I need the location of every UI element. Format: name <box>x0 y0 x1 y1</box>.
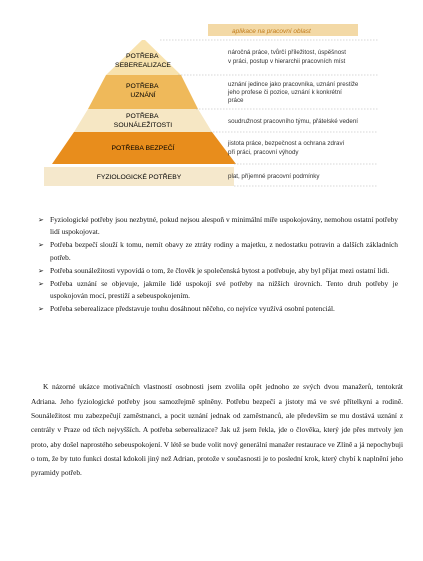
level-5-application: plat, příjemné pracovní podmínky <box>228 173 320 180</box>
bullet-text: Potřeba bezpečí slouží k tomu, nemít obavy ze ztráty rodiny a majetku, z nedostatku potravin a dalších základních potřeb. <box>50 240 398 262</box>
needs-bullet-list <box>38 214 398 317</box>
arrow-bullet-icon: ➢ <box>38 280 44 289</box>
level-3-label: POTŘEBA SOUNÁLEŽITOSTI <box>113 113 173 129</box>
bullet-text: Fyziologické potřeby jsou nezbytné, pokud nejsou alespoň v minimální míře uspokojovány, nemohou ostatní potřeby lidí uspokojovat. <box>50 215 398 237</box>
level-5-label: FYZIOLOGICKÉ POTŘEBY <box>96 174 182 181</box>
bullet-text: Potřeba seberealizace představuje touhu dosáhnout něčeho, co nejvíce využívá osobní potenciál. <box>50 304 335 314</box>
bullet-item <box>38 239 398 263</box>
level-1-application: náročná práce, tvůrčí příležitost, úspěšnost v práci, postup v hierarchii pracovních míst <box>228 49 346 65</box>
body-paragraph: K názorné ukázce motivačních vlastností osobnosti jsem zvolila opět jednoho ze svých dvou manažerů, tentokrát Adriana. Jeho fyziologické potřeby jsou samozřejmě splněny. Potřebu bezpečí a jistoty má ve své přítelkyni a rodině. Sounáležitost mu zabezpečují zaměstnanci, a pocit uznání jednak od zaměstnanců, ale především se mu dostává uznání z centrály v Praze od těch nejvyšších. A potřeba seberealizace? Jak už jsem řekla, jde o člověka, který jde přes mrtvoly jen proto, aby došel naprostého sebeuspokojení. V létě se bude volit nový generální manažer restaurace ve Zlíně a já nepochybuji o tom, že by tuto funkci dostal kdokoli jiný než Adrian, protože v současnosti je to poslední krok, který chybí k naplnění jeho pyramidy potřeb. <box>31 382 403 478</box>
header-text: aplikace na pracovní oblast <box>232 28 311 35</box>
level-1-label: POTŘEBA SEBEREALIZACE <box>115 53 171 69</box>
level-2-label: POTŘEBA UZNÁNÍ <box>126 83 159 99</box>
arrow-bullet-icon: ➢ <box>38 266 44 275</box>
level-4-label: POTŘEBA BEZPEČÍ <box>111 145 175 152</box>
maslow-pyramid-figure <box>0 0 423 200</box>
bullet-item <box>38 214 398 238</box>
bullet-item <box>38 303 398 315</box>
arrow-bullet-icon: ➢ <box>38 216 44 224</box>
level-3-application: soudružnost pracovního týmu, přátelské vedení <box>228 118 359 125</box>
bullet-text: Potřeba sounáležitosti vypovídá o tom, že člověk je společenská bytost a potřebuje, aby byl přijat mezi ostatní lidi. <box>50 265 390 275</box>
arrow-bullet-icon: ➢ <box>38 305 44 314</box>
level-4-application: jistota práce, bezpečnost a ochrana zdraví při práci, pracovní výhody <box>228 140 345 156</box>
level-2-application: uznání jedince jako pracovníka, uznání prestiže jeho profese či pozice, uznání k konkrétní práce <box>228 81 359 104</box>
bullet-item <box>38 265 398 277</box>
bullet-text: Potřeba uznání se objevuje, jakmile lidé uspokojí své potřeby na nižších úrovních. Tento druh potřeby je uspokojován mocí, prestiží a sebeuspokojením. <box>50 279 398 301</box>
bullet-item <box>38 278 398 302</box>
arrow-bullet-icon: ➢ <box>38 241 44 250</box>
